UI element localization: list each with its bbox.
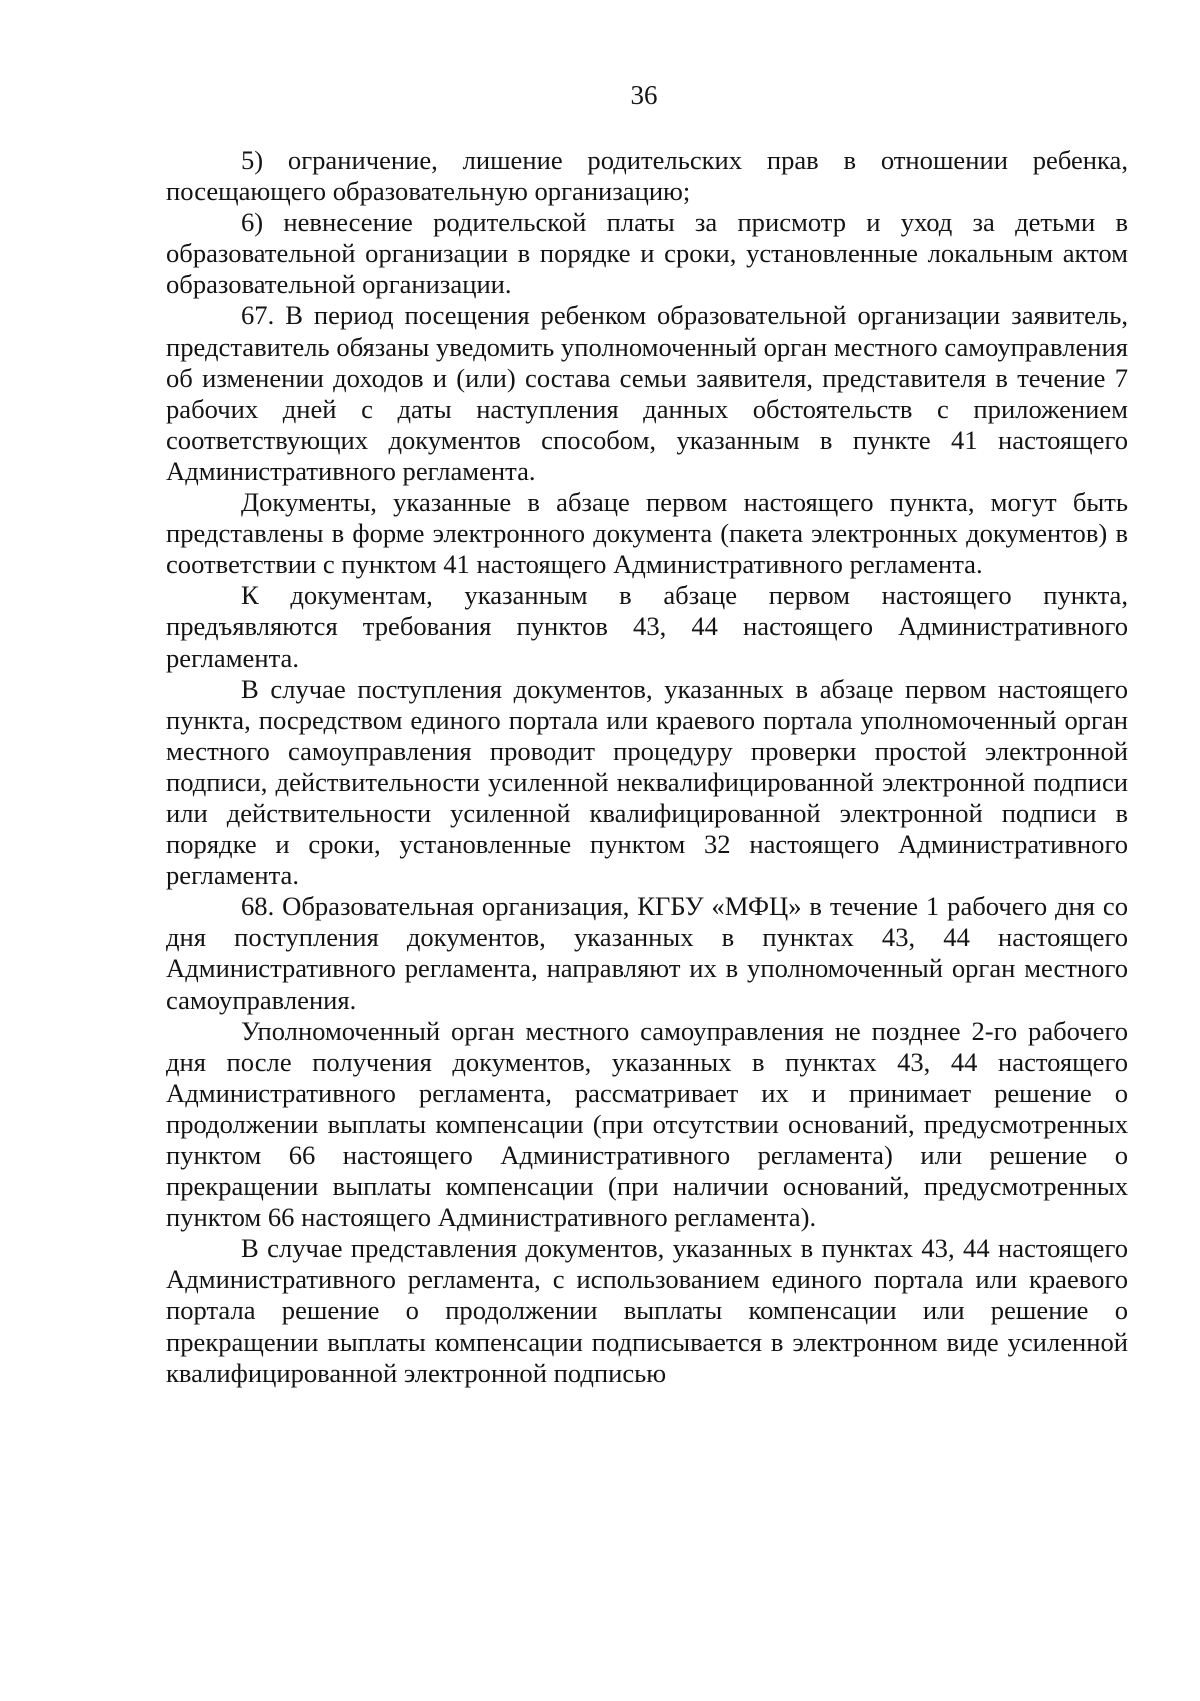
clause-67: 67. В период посещения ребенком образовательной организации заявитель, представитель обязаны уведомить уполномоченный орган местного самоуправления об изменении доходов и (или) состава семьи заявителя, представителя в течение 7 рабочих дней с даты наступления данных обстоятельств с приложением соответствующих документов способом, указанным в пункте 41 настоящего Административного регламента. — [166, 300, 1128, 486]
document-body — [166, 145, 1128, 1389]
list-item-5-parental-rights: 5) ограничение, лишение родительских прав в отношении ребенка, посещающего образовательную организацию; — [166, 145, 1128, 207]
list-item-6-unpaid-fee: 6) невнесение родительской платы за присмотр и уход за детьми в образовательной организации в порядке и сроки, установленные локальным актом образовательной организации. — [166, 207, 1128, 300]
clause-68: 68. Образовательная организация, КГБУ «МФЦ» в течение 1 рабочего дня со дня поступления документов, указанных в пунктах 43, 44 настоящего Административного регламента, направляют их в уполномоченный орган местного самоуправления. — [166, 891, 1128, 1015]
page-number: 36 — [630, 80, 658, 110]
clause-67-document-requirements: К документам, указанным в абзаце первом настоящего пункта, предъявляются требования пунктов 43, 44 настоящего Административного регламента. — [166, 580, 1128, 673]
clause-68-decision: Уполномоченный орган местного самоуправления не позднее 2-го рабочего дня после получения документов, указанных в пунктах 43, 44 настоящего Административного регламента, рассматривает их и принимает решение о продолжении выплаты компенсации (при отсутствии оснований, предусмотренных пунктом 66 настоящего Административного регламента) или решение о прекращении выплаты компенсации (при наличии оснований, предусмотренных пунктом 66 настоящего Административного регламента). — [166, 1015, 1128, 1233]
clause-67-signature-check: В случае поступления документов, указанных в абзаце первом настоящего пункта, посредством единого портала или краевого портала уполномоченный орган местного самоуправления проводит процедуру проверки простой электронной подписи, действительности усиленной неквалифицированной электронной подписи или действительности усиленной квалифицированной электронной подписи в порядке и сроки, установленные пунктом 32 настоящего Административного регламента. — [166, 673, 1128, 891]
clause-67-documents-electronic: Документы, указанные в абзаце первом настоящего пункта, могут быть представлены в форме электронного документа (пакета электронных документов) в соответствии с пунктом 41 настоящего Административного регламента. — [166, 487, 1128, 580]
clause-68-electronic-signature: В случае представления документов, указанных в пунктах 43, 44 настоящего Административного регламента, с использованием единого портала или краевого портала решение о продолжении выплаты компенсации или решение о прекращении выплаты компенсации подписывается в электронном виде усиленной квалифицированной электронной подписью — [166, 1233, 1128, 1388]
